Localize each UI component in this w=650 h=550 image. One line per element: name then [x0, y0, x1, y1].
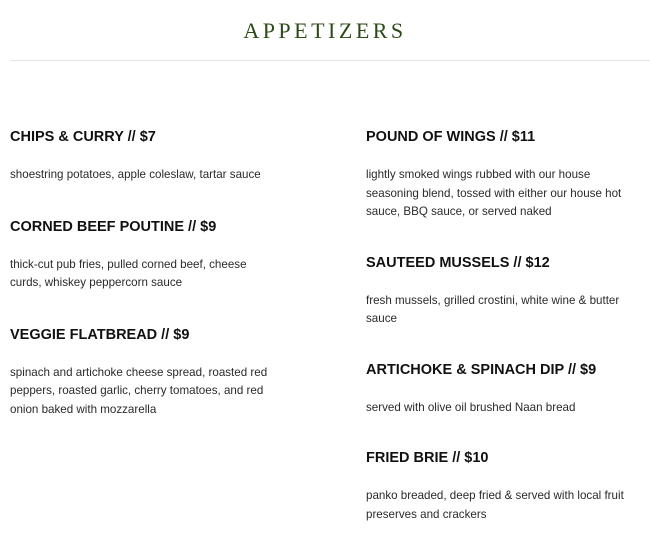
description-line: sauce, BBQ sauce, or served naked — [366, 205, 552, 218]
menu-item-description — [366, 292, 646, 329]
menu-item-heading: SAUTEED MUSSELS // $12 — [366, 254, 550, 271]
menu-item-chips-curry — [10, 127, 310, 185]
menu-item-pound-of-wings — [366, 127, 646, 222]
menu-item-artichoke-spinach-dip — [366, 360, 646, 418]
menu-item-heading: FRIED BRIE // $10 — [366, 450, 489, 466]
menu-item-heading: VEGGIE FLATBREAD // $9 — [10, 326, 190, 343]
menu-item-corned-beef-poutine — [10, 217, 310, 293]
description-line: seasoning blend, tossed with either our house hot — [366, 186, 622, 200]
menu-item-fried-brie — [366, 448, 646, 524]
menu-item-veggie-flatbread — [10, 325, 310, 420]
description-line: onion baked with mozzarella — [10, 402, 157, 416]
title-divider — [10, 60, 650, 61]
menu-item-heading: POUND OF WINGS // $11 — [366, 129, 536, 145]
description-line: peppers, roasted garlic, cherry tomatoes, and red — [10, 384, 264, 397]
description-line: sauce — [366, 312, 397, 325]
description-line: curds, whiskey peppercorn sauce — [10, 276, 183, 289]
left-menu-column — [10, 127, 310, 419]
description-line: preserves and crackers — [366, 507, 487, 521]
menu-item-heading: CORNED BEEF POUTINE // $9 — [10, 218, 217, 235]
description-line: lightly smoked wings rubbed with our house — [366, 168, 591, 181]
menu-item-description — [366, 166, 646, 222]
menu-item-description — [366, 399, 646, 418]
description-line: panko breaded, deep fried & served with local fruit — [366, 489, 624, 502]
description-line: spinach and artichoke cheese spread, roasted red — [10, 365, 268, 379]
menu-item-description — [10, 364, 310, 420]
menu-item-heading: ARTICHOKE & SPINACH DIP // $9 — [366, 361, 597, 378]
menu-item-sauteed-mussels — [366, 253, 646, 329]
menu-item-description — [366, 487, 646, 524]
page-title: APPETIZERS — [243, 18, 407, 43]
description-line: shoestring potatoes, apple coleslaw, tartar sauce — [10, 168, 261, 181]
menu-item-description — [10, 256, 310, 293]
right-menu-column — [366, 127, 646, 524]
description-line: served with olive oil brushed Naan bread — [366, 400, 576, 414]
menu-item-description — [10, 166, 310, 185]
description-line: thick-cut pub fries, pulled corned beef, cheese — [10, 257, 247, 271]
description-line: fresh mussels, grilled crostini, white wine & butter — [366, 293, 620, 307]
menu-item-heading: CHIPS & CURRY // $7 — [10, 129, 156, 145]
